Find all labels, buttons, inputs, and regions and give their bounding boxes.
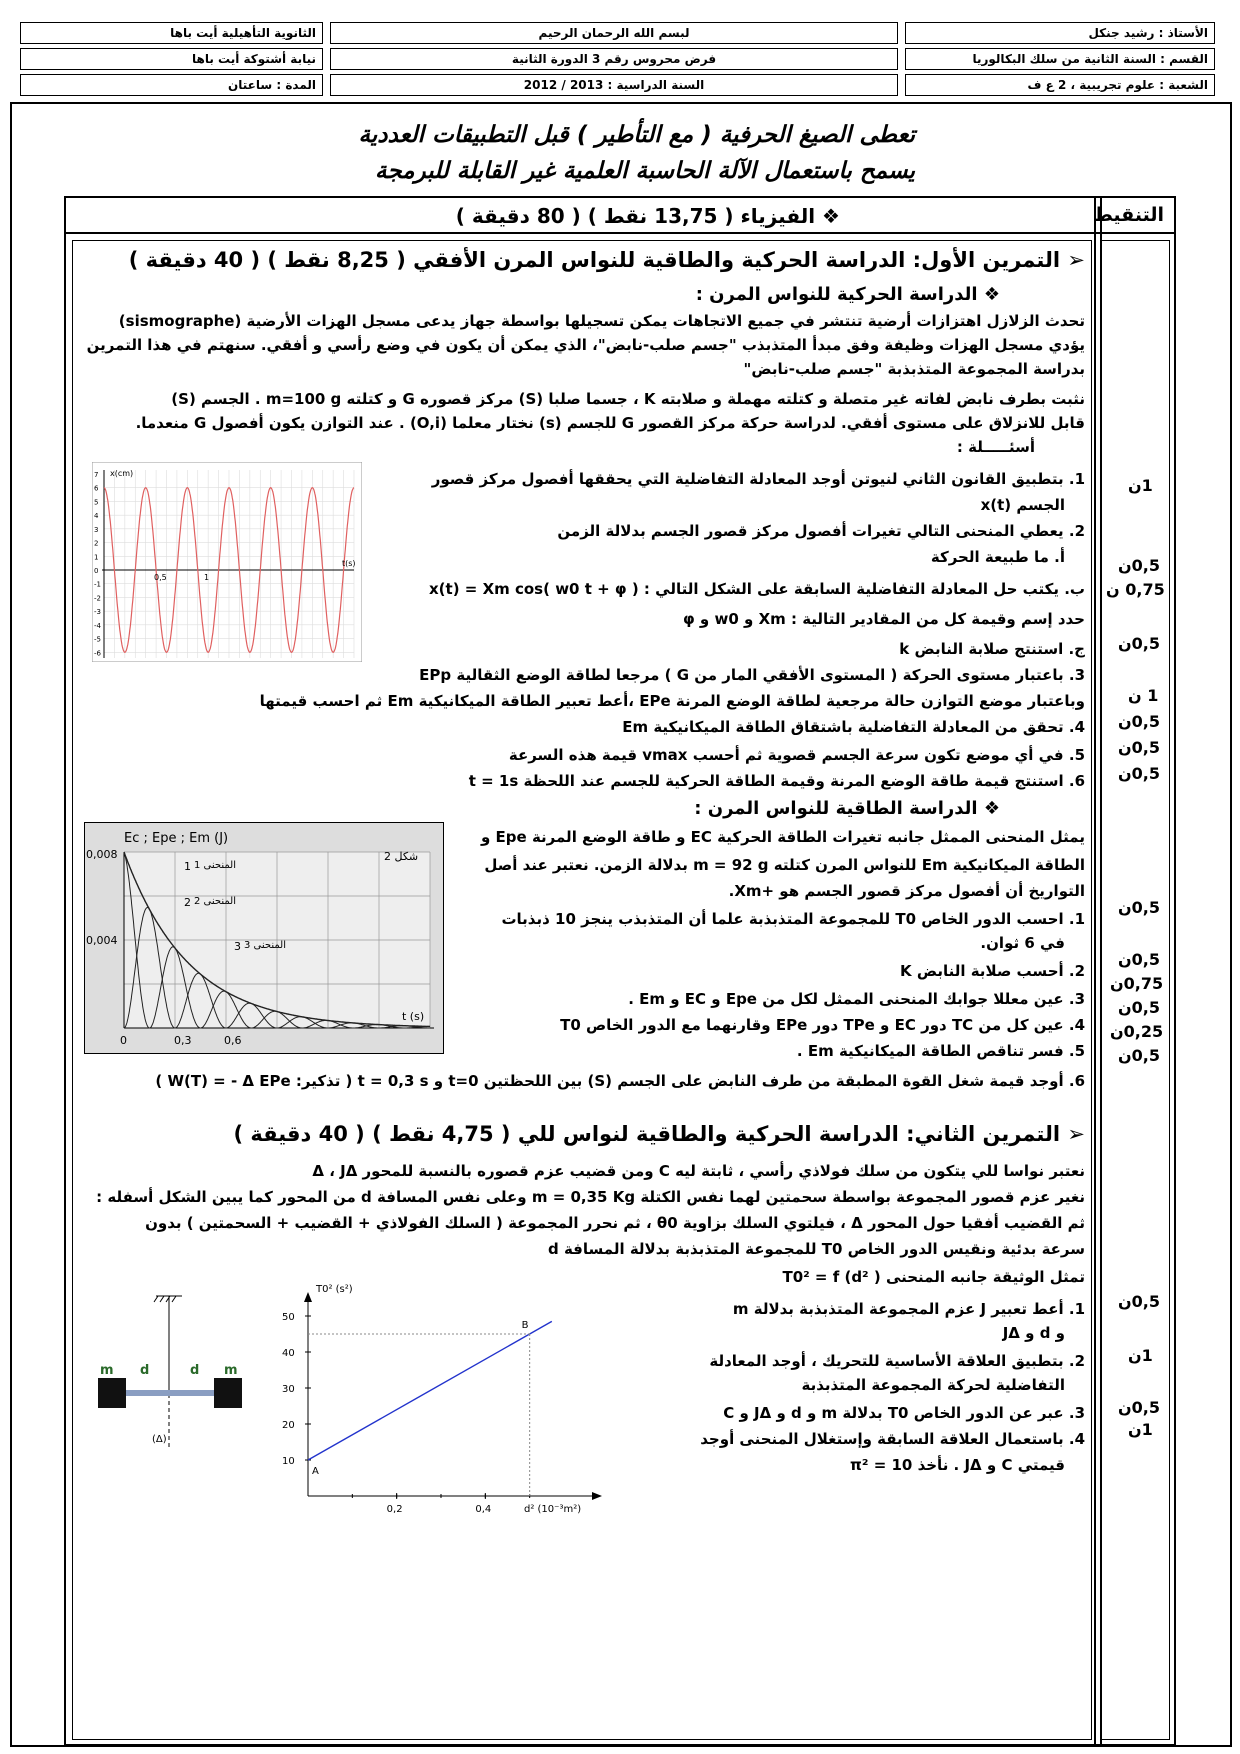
graph-t2-d2 <box>268 1278 628 1518</box>
exam-title: فرض محروس رقم 3 الدورة الثانية <box>330 48 898 70</box>
graph-t2-xtick-label: 0,2 <box>386 1504 403 1515</box>
graph-xt-tick-05: 0,5 <box>154 573 167 582</box>
graph-xt-ytick-label: -2 <box>94 594 101 603</box>
ex1-p2-q1-cont: في 6 ثوان. <box>980 934 1065 952</box>
pt-ex2-q3: 0,5ن <box>1118 1398 1160 1417</box>
ex1-part1-title: ❖ الدراسة الحركية للنواس المرن : <box>695 284 1000 305</box>
ex1-p2-q4: 4. عين كل من TC دور EC و TPe دور EPe وقارنهما مع الدور الخاص T0 <box>560 1016 1085 1034</box>
points-header: التنقيط <box>1093 204 1164 226</box>
ex1-q2c: ج. استنتج صلابة النابض k <box>899 640 1085 658</box>
torsion-pendulum <box>96 1290 256 1460</box>
branch: الشعبة : علوم تجريبية ، 2 ع ف <box>905 74 1215 96</box>
ex1-q2b: ب. يكتب حل المعادلة التفاضلية السابقة على الشكل التالي : ( x(t) = Xm cos( w0 t + φ <box>429 580 1085 598</box>
ex2-intro-2: نغير عزم قصور المجموعة بواسطة سحمتين لهما نفس الكتلة m = 0,35 Kg وعلى نفس المسافة d من المحور كما يبين الشكل أسفله : <box>96 1188 1085 1206</box>
ex1-q3-cont: وباعتبار موضع التوازن حالة مرجعية لطاقة الوضع المرنة EPe ،أعط تعبير الطاقة الميكانيكية Em ثم احسب قيمتها <box>259 692 1085 710</box>
graph-xt-ytick-label: 3 <box>94 525 99 534</box>
pt-ex1-q2c: 0,5ن <box>1118 634 1160 653</box>
graph-energy-fig-label: شكل 2 <box>384 850 419 863</box>
graph-energy-xlabel: t (s) <box>402 1010 425 1023</box>
ex1-p2-q6: 6. أوجد قيمة شغل القوة المطبقة من طرف النابض على الجسم (S) بين اللحظتين t=0 و t = 0,3 s ( تذكير: W(T) = - Δ EPe ) <box>155 1072 1085 1090</box>
graph-energy-x2: 0,6 <box>224 1034 242 1047</box>
graph-energy-title: Ec ; Epe ; Em (J) <box>124 831 229 846</box>
ex1-part2-title: ❖ الدراسة الطاقية للنواس المرن : <box>694 798 1000 819</box>
pendulum-rod <box>124 1390 216 1396</box>
ex1-q4: 4. تحقق من المعادلة التفاضلية باشتقاق الطاقة الميكانيكية Em <box>622 718 1085 736</box>
ex2-q2-cont: التفاضلية لحركة المجموعة المتذبذبة <box>801 1376 1065 1394</box>
ex1-q2b-cont: حدد إسم وقيمة كل من المقادير التالية : Xm و w0 و φ <box>682 610 1085 628</box>
ex1-part2-intro-3: التواريخ أن أفصول مركز قصور الجسم هو +Xm. <box>728 882 1085 900</box>
graph-energy-y1: 0,008 <box>86 848 118 861</box>
graph-energy-num-2: 2 <box>184 896 191 909</box>
graph-xt-ytick-label: 1 <box>94 553 99 562</box>
pt-ex1-q2a: 0,5ن <box>1118 556 1160 575</box>
instruction-2: يسمح باستعمال الآلة الحاسبة العلمية غير القابلة للبرمجة <box>375 158 915 184</box>
ex1-intro-2: يؤدي مسجل الهزات وظيفة وفق مبدأ المتذبذب "جسم صلب-نابض"، الذي يمكن أن يكون في وضع رأسي و أفقي. سنهتم في هذا التمرين <box>86 336 1085 354</box>
graph-xt <box>92 462 362 662</box>
ex2-q3: 3. عبر عن الدور الخاص T0 بدلالة m و d و JΔ و C <box>723 1404 1085 1422</box>
pt-ex1-q6: 0,5ن <box>1118 764 1160 783</box>
duration: المدة : ساعتان <box>20 74 323 96</box>
ex1-intro-4: نثبت بطرف نابض لفاته غير متصلة و كتلته مهملة و صلابته K ، جسما صلبا (S) مركز قصوره G و كتلته m=100 g . الجسم (S) <box>171 390 1085 408</box>
graph-t2-ytick-label: 50 <box>282 1312 295 1323</box>
graph-xt-ytick-label: -5 <box>94 635 101 644</box>
graph-xt-ytick-label: 6 <box>94 484 99 493</box>
ex2-intro-3: ثم القضيب أفقيا حول المحور Δ ، فيلتوي السلك بزاوية θ0 ، ثم نحرر المجموعة ( السلك الفولاذي + القضيب + السحمتين ) بدون <box>145 1214 1085 1232</box>
graph-energy-num-1: 1 <box>184 860 191 873</box>
graph-energy-label-2: المنحنى 2 <box>194 896 236 907</box>
graph-energy-label-1: المنحنى 1 <box>194 860 236 871</box>
graph-t2-point-a: A <box>312 1466 319 1477</box>
school-year: السنة الدراسية : 2013 / 2012 <box>330 74 898 96</box>
pt-ex1-q4: 0,5ن <box>1118 712 1160 731</box>
pendulum-mass-left <box>98 1378 126 1408</box>
graph-energy-label-3: المنحنى 3 <box>244 940 286 951</box>
graph-t2-point-b: B <box>521 1320 529 1331</box>
graph-t2-x-arrow <box>592 1492 602 1500</box>
ex2-q4: 4. باستعمال العلاقة السابقة وإستغلال المنحنى أوجد <box>700 1430 1085 1448</box>
ex1-p2-q2: 2. أحسب صلابة النابض K <box>900 962 1085 980</box>
pt-ex1-p2q2: 0,5ن <box>1118 950 1160 969</box>
pt-ex1-p2q6: 0,5ن <box>1118 1046 1160 1065</box>
graph-xt-ytick-label: 7 <box>94 471 99 479</box>
graph-xt-ytick-label: -4 <box>94 621 101 630</box>
ex1-q2a: أ. ما طبيعة الحركة <box>930 548 1065 566</box>
ex1-title: ➢ التمرين الأول: الدراسة الحركية والطاقية للنواس المرن الأفقي ( 8,25 نقط ) ( 40 دقيقة ) <box>128 248 1085 272</box>
basmala: لبسم الله الرحمان الرحيم <box>330 22 898 44</box>
ex2-q1: 1. أعط تعبير J عزم المجموعة المتذبذبة بدلالة m <box>732 1300 1085 1318</box>
graph-t2-ticks <box>282 1312 530 1515</box>
pt-ex1-p2q1: 0,5ن <box>1118 898 1160 917</box>
ex1-q2: 2. يعطي المنحنى التالي تغيرات أفصول مركز قصور الجسم بدلالة الزمن <box>557 522 1085 540</box>
graph-t2-xtick-label: 0,4 <box>475 1504 492 1515</box>
ex2-intro-1: نعتبر نواسا للي يتكون من سلك فولاذي رأسي ، ثابتة ليه C ومن قضيب عزم قصوره بالنسبة للمحور Δ ، JΔ <box>312 1162 1085 1180</box>
graph-energy-x0: 0 <box>120 1034 127 1047</box>
ex1-q3: 3. باعتبار مستوى الحركة ( المستوى الأفقي المار من G ) مرجعا لطاقة الوضع الثقالية EPp <box>419 666 1085 684</box>
graph-t2-line <box>308 1321 552 1460</box>
pendulum-m-right: m <box>224 1363 238 1378</box>
graph-xt-ytick-label: 4 <box>94 512 99 521</box>
ex2-title: ➢ التمرين الثاني: الدراسة الحركية والطاقية لنواس للي ( 4,75 نقط ) ( 40 دقيقة ) <box>233 1122 1085 1146</box>
graph-energy-x1: 0,3 <box>174 1034 192 1047</box>
ex2-q1-cont: و d و JΔ <box>1002 1324 1065 1342</box>
pt-ex1-p2q5: 0,25ن <box>1110 1022 1164 1041</box>
ex2-q2: 2. بتطبيق العلاقة الأساسية للتحريك ، أوجد المعادلة <box>709 1352 1085 1370</box>
ex1-q1: 1. بتطبيق القانون الثاني لنيوتن أوجد المعادلة التفاضلية التي يحققها أفصول مركز قصور <box>431 470 1085 488</box>
graph-t2-ylabel: T0² (s²) <box>316 1284 353 1295</box>
pendulum-mass-right <box>214 1378 242 1408</box>
graph-xt-ytick-label: 2 <box>94 539 99 548</box>
teacher-name: الأستاذ : رشيد جنكل <box>905 22 1215 44</box>
ex1-part2-intro-1: يمثل المنحنى الممثل جانبه تغيرات الطاقة الحركية EC و طاقة الوضع المرنة Epe و <box>481 828 1085 846</box>
ex1-questions-heading: أسئـــــلة : <box>956 438 1035 456</box>
graph-energy-num-3: 3 <box>234 940 241 953</box>
school-name: الثانوية التأهيلية أيت باها <box>20 22 323 44</box>
ex1-intro-5: قابل للانزلاق على مستوى أفقي. لدراسة حركة مركز القصور G للجسم (s) نختار معلما (O,i) . عند التوازن يكون أفصول G منعدما. <box>135 414 1085 432</box>
graph-t2-ytick-label: 30 <box>282 1384 295 1395</box>
graph-xt-xlabel: t(s) <box>342 559 356 568</box>
pendulum-m-left: m <box>100 1363 114 1378</box>
graph-xt-ytick-label: 0 <box>94 567 99 575</box>
graph-t2-ytick-label: 40 <box>282 1348 295 1359</box>
ex2-intro-4: سرعة بدئية ونقيس الدور الخاص T0 للمجموعة المتذبذبة بدلالة المسافة d <box>547 1240 1085 1258</box>
ex2-q4-cont: قيمتي C و JΔ . نأخذ π² = 10 <box>850 1456 1065 1474</box>
pt-ex1-q3: 1 ن <box>1128 686 1159 705</box>
ex1-q6: 6. استنتج قيمة طاقة الوضع المرنة وقيمة الطاقة الحركية للجسم عند اللحظة t = 1s <box>468 772 1085 790</box>
graph-xt-ytick-label: -6 <box>94 649 101 658</box>
pt-ex1-p2q3: 0,75ن <box>1110 974 1164 993</box>
ex1-p2-q1: 1. احسب الدور الخاص T0 للمجموعة المتذبذبة علما أن المتذبذب ينجز 10 ذبذبات <box>501 910 1085 928</box>
ex1-p2-q5: 5. فسر تناقص الطاقة الميكانيكية Em . <box>796 1042 1085 1060</box>
graph-xt-tick-1: 1 <box>204 573 210 582</box>
pt-ex2-q1: 0,5ن <box>1118 1292 1160 1311</box>
pendulum-d-right: d <box>190 1363 200 1378</box>
pendulum-axis-label: (Δ) <box>152 1434 167 1445</box>
class-level: القسم : السنة الثانية من سلك البكالوريا <box>905 48 1215 70</box>
graph-t2-y-arrow <box>304 1292 312 1302</box>
graph-energy-y2: 0,004 <box>86 934 118 947</box>
ex1-intro-1: تحدث الزلازل اهتزازات أرضية تنتشر في جميع الاتجاهات يمكن تسجيلها بواسطة جهاز يدعى مسجل الهزات الأرضية (sismographe) <box>118 312 1085 330</box>
graph-xt-ytick-label: 5 <box>94 498 99 507</box>
graph-xt-ytick-label: -1 <box>94 580 101 589</box>
pt-ex1-p2q4: 0,5ن <box>1118 998 1160 1017</box>
ex1-q1-cont: الجسم x(t) <box>980 496 1065 514</box>
pt-ex1-q5: 0,5ن <box>1118 738 1160 757</box>
ex1-intro-3: بدراسة المجموعة المتذبذبة "جسم صلب-نابض" <box>743 360 1085 378</box>
ex1-p2-q3: 3. عين معللا جوابك المنحنى الممثل لكل من Epe و EC و Em . <box>628 990 1085 1008</box>
ex2-intro-5: تمثل الوثيقة جانبه المنحنى ( T0² = f (d² <box>782 1268 1085 1286</box>
pt-ex2-q4: 1ن <box>1128 1420 1153 1439</box>
graph-xt-ylabel: x(cm) <box>110 469 134 478</box>
pt-ex1-q1: 1ن <box>1128 476 1153 495</box>
graph-t2-ytick-label: 20 <box>282 1420 295 1431</box>
graph-energy <box>84 822 444 1054</box>
col-divider <box>1094 196 1096 1746</box>
pendulum-d-left: d <box>140 1363 150 1378</box>
directorate: نيابة أشتوكة أيت باها <box>20 48 323 70</box>
ex1-part2-intro-2: الطاقة الميكانيكية Em للنواس المرن كتلته m = 92 g بدلالة الزمن. نعتبر عند أصل <box>484 856 1085 874</box>
pt-ex2-q2: 1ن <box>1128 1346 1153 1365</box>
pendulum-support <box>154 1296 182 1302</box>
graph-t2-xlabel: d² (10⁻³m²) <box>524 1504 582 1515</box>
graph-xt-ytick-label: -3 <box>94 608 101 617</box>
pt-ex1-q2b: 0,75 ن <box>1106 580 1165 599</box>
instruction-1: تعطى الصيغ الحرفية ( مع التأطير ) قبل التطبيقات العددية <box>358 122 915 148</box>
ex1-q5: 5. في أي موضع تكون سرعة الجسم قصوية ثم أحسب vmax قيمة هذه السرعة <box>508 746 1085 764</box>
physics-title: ❖ الفيزياء ( 13,75 نقط ) ( 80 دقيقة ) <box>455 204 840 228</box>
header-row-divider <box>64 232 1176 234</box>
graph-t2-ytick-label: 10 <box>282 1456 295 1467</box>
